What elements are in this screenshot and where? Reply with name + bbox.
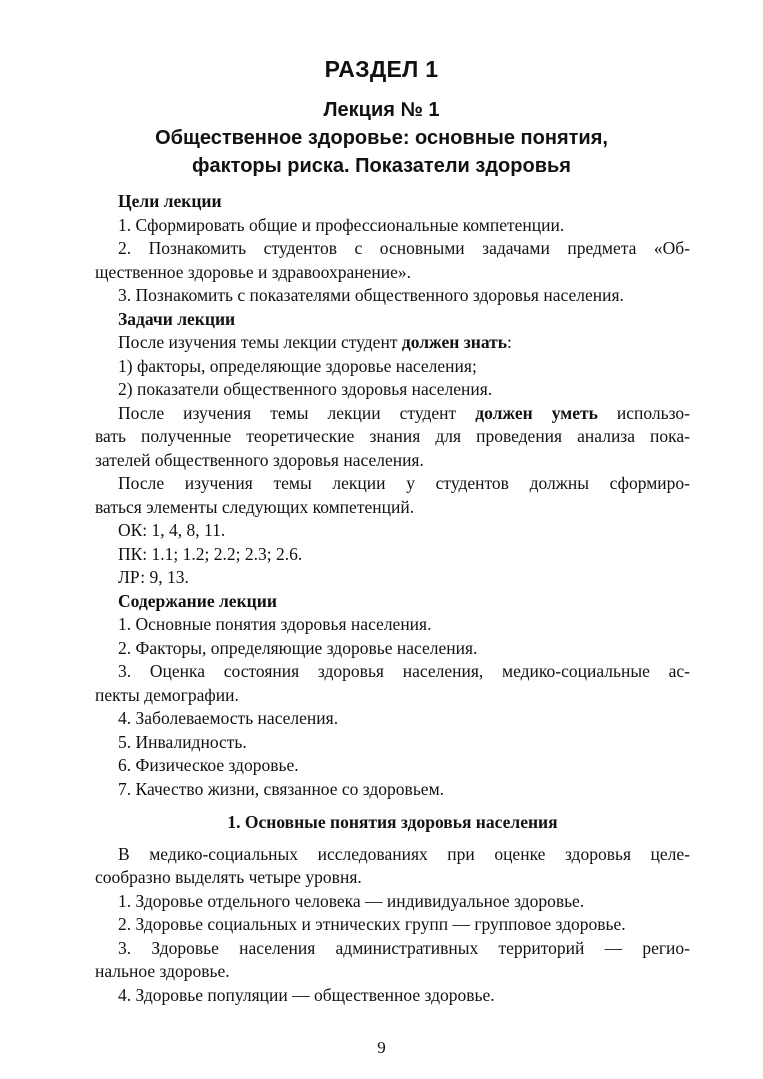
lecture-title-line-1: Общественное здоровье: основные понятия, xyxy=(155,127,608,149)
tasks-heading: Задачи лекции xyxy=(118,308,236,329)
know-suffix: : xyxy=(506,332,512,352)
level-item-1: 1. Здоровье отдельного человека — индивидуальное здоровье. xyxy=(118,890,585,911)
level-item-3-line-1: 3. Здоровье населения административных территорий — регио- xyxy=(118,937,690,958)
goal-item-3: 3. Познакомить с показателями общественного здоровья населения. xyxy=(118,285,624,305)
contents-item-3-line-1: 3. Оценка состояния здоровья населения, медико-социальные ас- xyxy=(118,661,690,681)
pk-list: ПК: 1.1; 1.2; 2.2; 2.3; 2.6. xyxy=(118,543,303,564)
contents-item-6: 6. Физическое здоровье. xyxy=(118,755,299,775)
can-bold: должен уметь xyxy=(475,402,598,423)
level-item-3-line-2: нальное здоровье. xyxy=(95,961,230,981)
contents-item-4: 4. Заболеваемость населения. xyxy=(118,708,339,728)
contents-item-1: 1. Основные понятия здоровья населения. xyxy=(118,614,432,634)
contents-item-3-line-2: пекты демографии. xyxy=(95,684,239,705)
contents-heading: Содержание лекции xyxy=(118,590,277,611)
page-number: 9 xyxy=(377,1038,386,1057)
know-prefix: После изучения темы лекции студент xyxy=(118,332,402,352)
lecture-title-line-2: факторы риска. Показатели здоровья xyxy=(192,155,571,177)
can-suffix: использо- xyxy=(597,402,690,423)
know-item-2: 2) показатели общественного здоровья населения. xyxy=(118,379,493,399)
goal-item-1: 1. Сформировать общие и профессиональные компетенции. xyxy=(118,214,565,235)
ok-list: ОК: 1, 4, 8, 11. xyxy=(118,520,226,540)
goals-heading: Цели лекции xyxy=(118,191,222,211)
goal-item-2-line-1: 2. Познакомить студентов с основными задачами предмета «Об- xyxy=(118,238,690,258)
section-title: РАЗДЕЛ 1 xyxy=(324,56,439,82)
can-line-2: вать полученные теоретические знания для проведения анализа пока- xyxy=(95,426,690,446)
can-prefix: После изучения темы лекции студент xyxy=(118,402,476,423)
contents-item-2: 2. Факторы, определяющие здоровье населения. xyxy=(118,637,478,658)
competence-line-1: После изучения темы лекции у студентов должны сформиро- xyxy=(118,473,690,493)
section-1-heading: 1. Основные понятия здоровья населения xyxy=(227,812,558,832)
competence-line-2: ваться элементы следующих компетенций. xyxy=(95,496,415,517)
contents-item-5: 5. Инвалидность. xyxy=(118,731,247,752)
can-line-3: зателей общественного здоровья населения. xyxy=(95,449,424,470)
level-item-2: 2. Здоровье социальных и этнических групп — групповое здоровье. xyxy=(118,914,626,934)
lecture-number: Лекция № 1 xyxy=(323,99,440,121)
lecture-body xyxy=(95,190,690,1007)
contents-item-7: 7. Качество жизни, связанное со здоровьем. xyxy=(118,778,445,799)
lecture-header xyxy=(60,96,703,180)
know-intro xyxy=(95,331,690,355)
know-bold: должен знать xyxy=(401,332,507,352)
know-item-1: 1) факторы, определяющие здоровье населения; xyxy=(118,355,477,376)
level-item-4: 4. Здоровье популяции — общественное здоровье. xyxy=(118,984,495,1005)
section-1-intro-line-1: В медико-социальных исследованиях при оценке здоровья целе- xyxy=(118,843,690,864)
can-intro xyxy=(95,402,690,426)
goal-item-2-line-2: щественное здоровье и здравоохранение». xyxy=(95,261,411,282)
section-1-intro-line-2: сообразно выделять четыре уровня. xyxy=(95,867,362,887)
lr-list: ЛР: 9, 13. xyxy=(118,567,189,587)
